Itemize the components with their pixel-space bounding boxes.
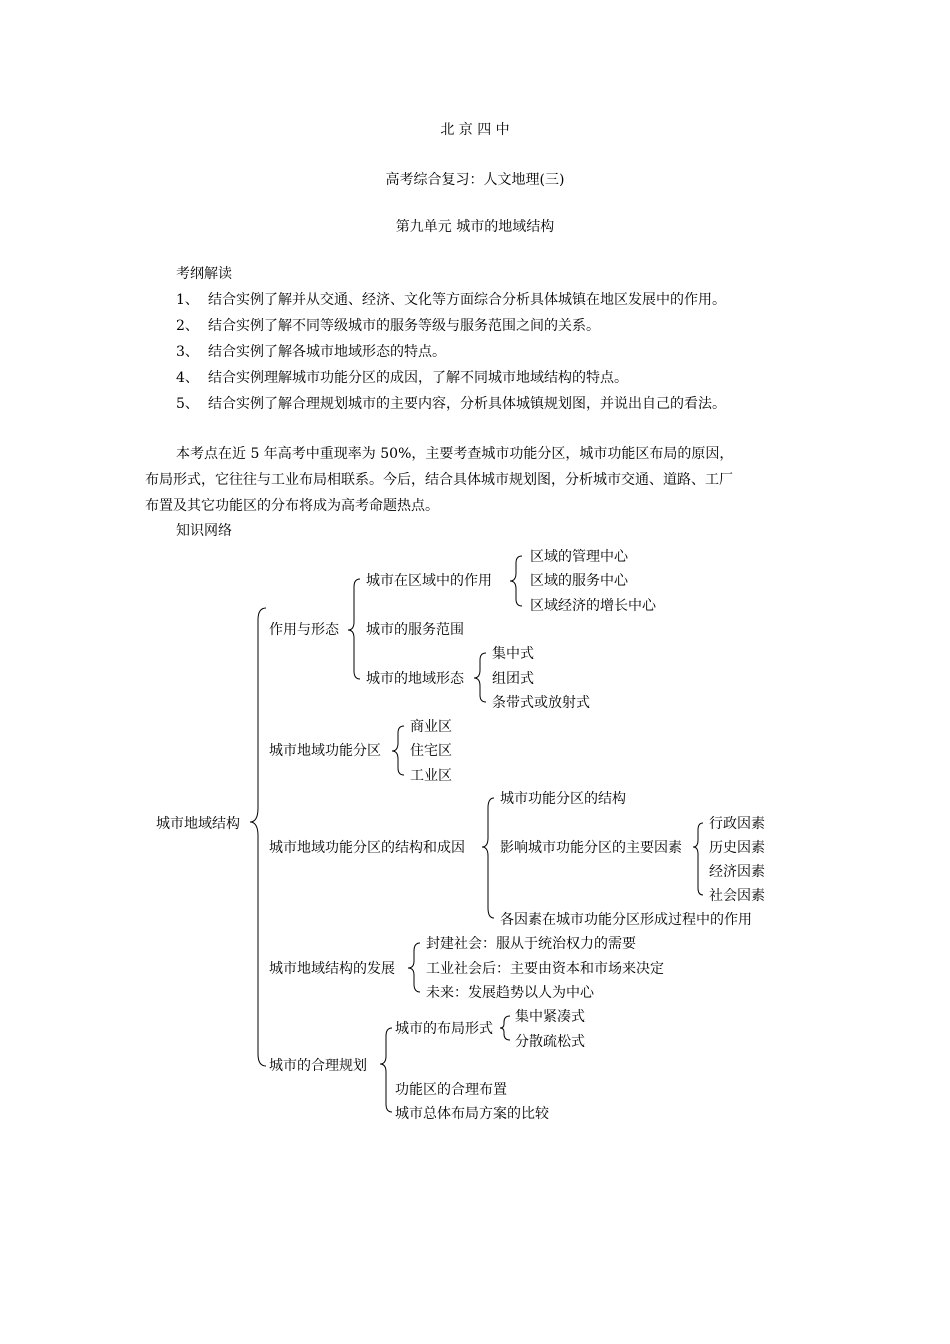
node-city-role: 城市在区域中的作用 [366, 573, 492, 589]
factors-brace [693, 823, 703, 895]
paragraph-line: 布置及其它功能区的分布将成为高考命题热点。 [145, 498, 439, 514]
course-title: 高考综合复习：人文地理(三) [385, 172, 565, 188]
unit-title: 第九单元 城市的地域结构 [395, 219, 555, 235]
outline-item-num: 3、 [176, 344, 199, 360]
branch-planning: 城市的合理规划 [269, 1058, 367, 1074]
layout-brace [500, 1016, 510, 1040]
branch-development: 城市地域结构的发展 [269, 961, 395, 977]
branch-functional-zones: 城市地域功能分区 [269, 743, 381, 759]
leaf-node: 历史因素 [709, 840, 765, 856]
node-plan-compare: 城市总体布局方案的比较 [395, 1106, 549, 1122]
outline-item-num: 2、 [176, 318, 199, 334]
leaf-node: 工业区 [410, 768, 452, 784]
role-brace [510, 556, 522, 606]
outline-item-text: 结合实例了解不同等级城市的服务等级与服务范围之间的关系。 [208, 318, 600, 334]
leaf-node: 商业区 [410, 719, 452, 735]
node-service-range: 城市的服务范围 [366, 622, 464, 638]
leaf-node: 住宅区 [410, 743, 452, 759]
branch-role-form: 作用与形态 [269, 622, 339, 638]
root-brace [250, 608, 266, 1066]
b3-brace [482, 798, 494, 918]
mindmap-root: 城市地域结构 [156, 816, 240, 832]
node-main-factors: 影响城市功能分区的主要因素 [500, 840, 682, 856]
leaf-node: 区域的管理中心 [530, 549, 628, 565]
paragraph-line: 本考点在近 5 年高考中重现率为 50%，主要考查城市功能分区，城市功能区布局的原因， [176, 446, 734, 462]
b1-brace [348, 579, 360, 679]
node-layout-form: 城市的布局形式 [395, 1021, 493, 1037]
b2-brace [392, 726, 404, 775]
paragraph-line: 布局形式，它往往与工业布局相联系。今后，结合具体城市规划图，分析城市交通、道路、工厂 [145, 472, 733, 488]
outline-item-num: 1、 [176, 292, 199, 308]
leaf-node: 经济因素 [709, 864, 765, 880]
leaf-node: 集中式 [492, 646, 534, 662]
leaf-node: 未来：发展趋势以人为中心 [426, 985, 594, 1001]
network-heading: 知识网络 [176, 523, 232, 539]
leaf-node: 条带式或放射式 [492, 695, 590, 711]
leaf-node: 组团式 [492, 671, 534, 687]
leaf-node: 区域经济的增长中心 [530, 598, 656, 614]
node-functional-layout: 功能区的合理布置 [395, 1082, 507, 1098]
leaf-node: 封建社会：服从于统治权力的需要 [426, 936, 636, 952]
leaf-node: 社会因素 [709, 888, 765, 904]
outline-heading: 考纲解读 [176, 266, 232, 282]
b4-brace [408, 943, 420, 992]
b5-brace [380, 1028, 392, 1112]
form-brace [474, 653, 486, 702]
node-zone-structure: 城市功能分区的结构 [500, 791, 626, 807]
outline-item-num: 4、 [176, 370, 199, 386]
leaf-node: 工业社会后：主要由资本和市场来决定 [426, 961, 664, 977]
leaf-node: 分散疏松式 [515, 1034, 585, 1050]
outline-item-num: 5、 [176, 396, 199, 412]
leaf-node: 行政因素 [709, 816, 765, 832]
leaf-node: 集中紧凑式 [515, 1009, 585, 1025]
school-name: 北 京 四 中 [440, 122, 510, 138]
outline-item-text: 结合实例了解合理规划城市的主要内容，分析具体城镇规划图，并说出自己的看法。 [208, 396, 726, 412]
outline-item-text: 结合实例了解并从交通、经济、文化等方面综合分析具体城镇在地区发展中的作用。 [208, 292, 726, 308]
branch-structure-cause: 城市地域功能分区的结构和成因 [269, 840, 465, 856]
outline-item-text: 结合实例理解城市功能分区的成因，了解不同城市地域结构的特点。 [208, 370, 628, 386]
node-factor-process: 各因素在城市功能分区形成过程中的作用 [500, 912, 752, 928]
leaf-node: 区域的服务中心 [530, 573, 628, 589]
outline-item-text: 结合实例了解各城市地域形态的特点。 [208, 344, 446, 360]
node-city-form: 城市的地域形态 [366, 671, 464, 687]
